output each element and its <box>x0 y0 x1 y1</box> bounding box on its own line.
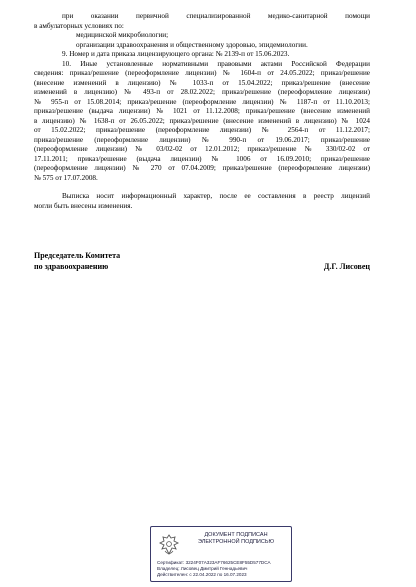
paragraph-line: № 955-п от 15.08.2014; приказ/решение (переоформление лицензии) № 1187-п от 11.10.2013; <box>34 97 370 106</box>
list-item: организации здравоохранения и общественному здоровью, эпидемиологии. <box>76 40 308 49</box>
signatory-title: Председатель Комитета <box>34 251 121 260</box>
paragraph-line: изменений в лицензию) № 493-п от 28.02.2022; приказ/решение (переоформление лицензии) <box>34 88 370 96</box>
paragraph-line: в амбулаторных условиях по: <box>34 21 124 30</box>
paragraph-line: в лицензию) № 1638-п от 26.05.2022; приказ/решение (внесение изменений в лицензию) № 1024 <box>34 116 370 125</box>
paragraph-line: сведения: приказ/решение (переоформление лицензии) № 1604-п от 24.05.2022; приказ/решение <box>34 69 370 77</box>
stamp-owner: Владелец: Лисовец Дмитрий Геннадьевич <box>157 566 248 571</box>
paragraph-line: при оказании первичной специализированной медико-санитарной помощи <box>62 12 370 20</box>
extract-note-line: могли быть внесены изменения. <box>34 201 133 210</box>
extract-note-line: Выписка носит информационный характер, после ее составления в реестр лицензий <box>62 192 370 200</box>
paragraph-line: приказ/решение (выдача лицензии) № 1021 от 11.12.2008; приказ/решение (внесение изменений <box>34 107 370 115</box>
list-item: медицинской микробиологии; <box>76 31 169 39</box>
paragraph-line: 10. Иные установленные нормативными правовыми актами Российской Федерации <box>62 59 370 68</box>
paragraph-line: приказ/решение (переоформление лицензии) № 990-п от 19.06.2017; приказ/решение <box>34 135 370 144</box>
paragraph-line: (переоформление лицензии) № 270 от 07.04.2009; приказ/решение (переоформление лицензии) <box>34 164 370 172</box>
signature-block <box>34 250 370 272</box>
document-body <box>34 12 370 211</box>
stamp-validity: Действителен: с 22.04.2022 по 16.07.2023 <box>157 572 247 577</box>
stamp-certificate: Сертификат: 3224F07A323AF76625CE8F55D577DCA <box>157 560 271 565</box>
paragraph-line: (внесение изменений в лицензию) № 1033-п от 15.04.2022; приказ/решение (внесение <box>34 78 370 87</box>
signatory-title: по здравоохранению <box>34 262 109 271</box>
stamp-header <box>185 532 287 545</box>
stamp-header-line: ДОКУМЕНТ ПОДПИСАН <box>204 532 268 538</box>
electronic-signature-stamp <box>150 526 292 582</box>
signatory-name: Д.Г. Лисовец <box>323 262 370 271</box>
paragraph-line: от 15.02.2022; приказ/решение (переоформление лицензии) № 2564-п от 11.12.2017; <box>34 126 370 134</box>
paragraph-line: № 575 от 17.07.2008. <box>34 173 98 182</box>
stamp-header-line: ЭЛЕКТРОННОЙ ПОДПИСЬЮ <box>197 538 275 545</box>
coat-of-arms-icon <box>157 533 181 557</box>
paragraph-item-9: 9. Номер и дата приказа лицензирующего органа: № 2139-п от 15.06.2023. <box>62 50 290 58</box>
paragraph-line: (переоформление лицензии) № 03/02-02 от 12.01.2012; приказ/решение № 330/02-02 от <box>34 145 370 153</box>
paragraph-line: 17.11.2011; приказ/решение (выдача лицензии) № 1006 от 16.09.2010; приказ/решение <box>34 154 370 163</box>
